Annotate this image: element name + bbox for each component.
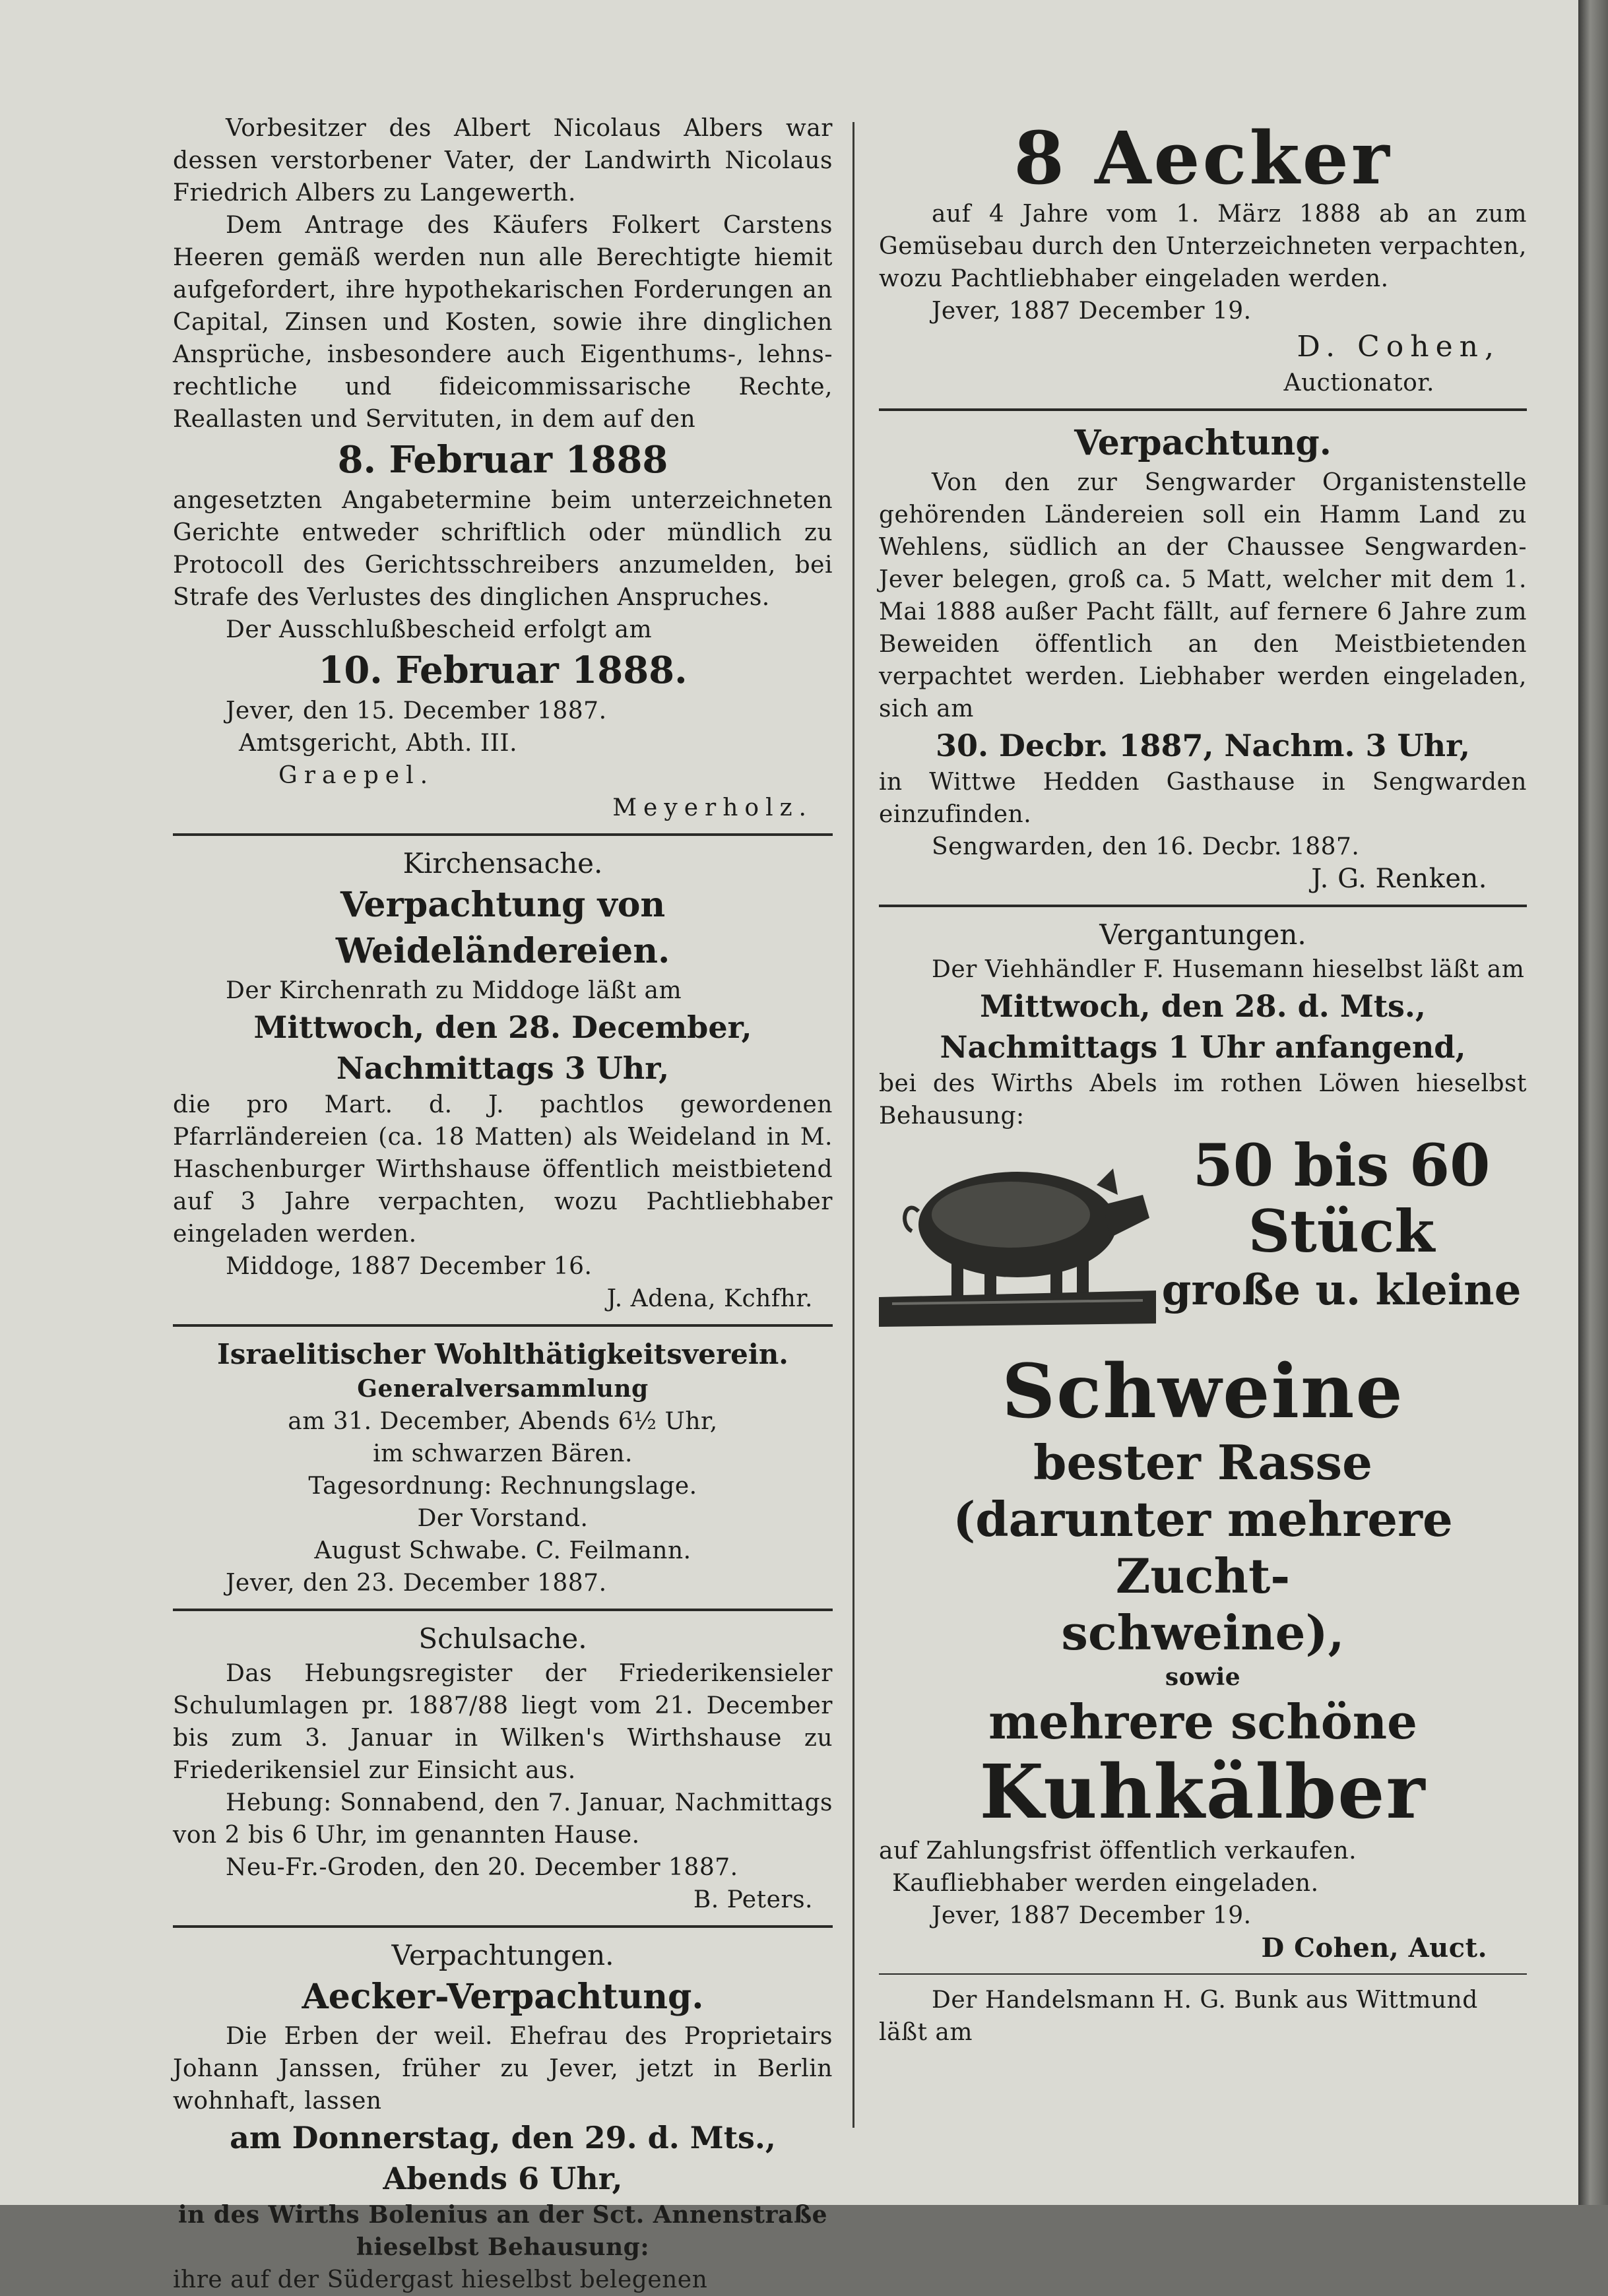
bunk-notice xyxy=(879,1984,1527,2049)
vergant-mehrere: mehrere schöne xyxy=(988,1694,1417,1750)
albers-p4: Der Ausschlußbescheid erfolgt am xyxy=(226,616,653,643)
divider xyxy=(173,1324,833,1327)
verein-where: im schwarzen Bären. xyxy=(373,1440,633,1467)
aecker-p1: Die Erben der weil. Ehefrau des Proprietairs Johann Janssen, früher zu Jever, jetzt in Berlin wohnhaft, lassen xyxy=(173,2023,833,2115)
aecker-time: Abends 6 Uhr, xyxy=(383,2161,623,2196)
vergant-zucht1: (darunter mehrere Zucht- xyxy=(953,1491,1453,1604)
acker8-role: Auctionator. xyxy=(1283,369,1434,397)
schule-heading: Schulsache. xyxy=(418,1622,587,1655)
albers-p1: Vorbesitzer des Albert Nicolaus Albers war dessen verstorbener Vater, der Landwirth Nicolaus Friedrich Albers zu Langewerth. xyxy=(173,115,833,207)
vergant-rasse: bester Rasse xyxy=(1033,1434,1372,1490)
kirche-notice xyxy=(173,845,833,1315)
vergant-notice xyxy=(879,916,1527,1964)
divider xyxy=(879,408,1527,411)
verpachtung-place: Sengwarden, den 16. Decbr. 1887. xyxy=(932,833,1360,860)
albers-court: Amtsgericht, Abth. III. xyxy=(239,730,518,757)
bunk-p2: läßt am xyxy=(879,2019,973,2046)
divider xyxy=(879,1973,1527,1975)
right-column xyxy=(879,115,1527,2049)
verpachtung-when: 30. Decbr. 1887, Nachm. 3 Uhr, xyxy=(936,728,1470,763)
vergant-time: Nachmittags 1 Uhr anfangend, xyxy=(940,1029,1466,1065)
verein-title: Israelitischer Wohlthätigkeitsverein. xyxy=(217,1338,788,1370)
verein-place: Jever, den 23. December 1887. xyxy=(226,1570,607,1597)
vergant-sowie: sowie xyxy=(1165,1663,1241,1691)
aecker-day: am Donnerstag, den 29. d. Mts., xyxy=(230,2120,776,2155)
kirche-intro: Der Kirchenrath zu Middoge läßt am xyxy=(226,977,682,1004)
pig-side-text xyxy=(1156,1132,1527,1317)
kirche-day: Mittwoch, den 28. December, xyxy=(253,1009,752,1045)
vergant-size: große u. kleine xyxy=(1161,1265,1522,1315)
vergant-kuh: Kuhkälber xyxy=(979,1749,1427,1835)
kirche-title: Verpachtung von Weideländereien. xyxy=(335,885,670,971)
albers-clerk: Meyerholz. xyxy=(612,794,813,821)
vergant-day: Mittwoch, den 28. d. Mts., xyxy=(980,988,1426,1024)
left-column xyxy=(173,112,833,2296)
schule-p1: Das Hebungsregister der Friederikensieler Schulumlagen pr. 1887/88 liegt vom 21. December bis zum 3. Januar in Wilken's Wirthshause zu Friederikensiel zur Einsicht aus. xyxy=(173,1660,833,1784)
verpachtung-notice xyxy=(879,420,1527,895)
vergant-where: bei des Wirths Abels im rothen Löwen hieselbst Behausung: xyxy=(879,1070,1527,1130)
vergant-schweine: Schweine xyxy=(1002,1349,1404,1435)
vergant-invite: Kaufliebhaber werden eingeladen. xyxy=(892,1870,1319,1897)
divider xyxy=(173,1609,833,1611)
albers-date1: 8. Februar 1888 xyxy=(337,438,668,482)
column-rule xyxy=(852,122,854,2128)
vergant-count: 50 bis 60 xyxy=(1192,1131,1491,1199)
aecker-title: Aecker-Verpachtung. xyxy=(302,1977,704,2017)
acker8-place: Jever, 1887 December 19. xyxy=(932,298,1252,325)
vergant-title: Vergantungen. xyxy=(1099,918,1306,951)
aecker-heading: Verpachtungen. xyxy=(391,1939,614,1971)
verein-names: August Schwabe. C. Feilmann. xyxy=(314,1537,691,1564)
verein-when: am 31. December, Abends 6½ Uhr, xyxy=(288,1408,718,1435)
acker8-notice xyxy=(879,115,1527,399)
verpachtung-body: Von den zur Sengwarder Organistenstelle gehörenden Ländereien soll ein Hamm Land zu Wehlens, südlich an der Chaussee Sengwarden-Jever belegen, groß ca. 5 Matt, welcher mit dem 1. Mai 1888 außer Pacht fällt, auf fernere 6 Jahre zum Beweiden öffentlich an den Meistbietenden verpachtet werden. Liebhaber werden eingeladen, sich am xyxy=(879,469,1527,722)
verein-agenda: Tagesordnung: Rechnungslage. xyxy=(308,1473,697,1500)
vergant-sign: D Cohen, Auct. xyxy=(1261,1932,1487,1963)
albers-p3: angesetzten Angabetermine beim unterzeichneten Gerichte entweder schriftlich oder mündlich zu Protocoll des Gerichtsschreibers anzumelden, bei Strafe des Verlustes des dinglichen Anspruches. xyxy=(173,487,833,611)
albers-notice xyxy=(173,112,833,824)
verpachtung-where: in Wittwe Hedden Gasthause in Sengwarden einzufinden. xyxy=(879,769,1527,828)
schule-sign: B. Peters. xyxy=(693,1886,813,1913)
albers-date2: 10. Februar 1888. xyxy=(318,649,688,692)
acker8-title: 8 Aecker xyxy=(1013,115,1392,201)
page-edge xyxy=(1578,0,1608,2205)
vergant-place: Jever, 1887 December 19. xyxy=(932,1902,1252,1929)
kirche-heading: Kirchensache. xyxy=(402,847,603,879)
schule-p2: Hebung: Sonnabend, den 7. Januar, Nachmittags von 2 bis 6 Uhr, im genannten Hause. xyxy=(173,1789,833,1849)
kirche-place: Middoge, 1887 December 16. xyxy=(226,1253,593,1280)
verpachtung-sign: J. G. Renken. xyxy=(1311,864,1487,894)
albers-judge: Graepel. xyxy=(278,762,435,789)
pig-block xyxy=(879,1132,1527,1350)
vergant-stueck: Stück xyxy=(1248,1197,1435,1265)
bunk-p1: Der Handelsmann H. G. Bunk aus Wittmund xyxy=(932,1987,1478,2014)
verein-notice xyxy=(173,1336,833,1599)
aecker-last: ihre auf der Südergast hieselbst belegenen xyxy=(173,2266,708,2293)
aecker-place: in des Wirths Bolenius an der Sct. Annenstraße hieselbst Behausung: xyxy=(177,2201,828,2261)
verein-sub: Generalversammlung xyxy=(357,1375,649,1403)
vergant-sale: auf Zahlungsfrist öffentlich verkaufen. xyxy=(879,1837,1357,1865)
vergant-zucht2: schweine), xyxy=(1061,1605,1345,1661)
verpachtung-title: Verpachtung. xyxy=(1074,423,1332,463)
schule-place: Neu-Fr.-Groden, den 20. December 1887. xyxy=(226,1854,738,1881)
aecker-notice xyxy=(173,1937,833,2296)
acker8-body: auf 4 Jahre vom 1. März 1888 ab an zum Gemüsebau durch den Unterzeichneten verpachten, wozu Pachtliebhaber eingeladen werden. xyxy=(879,201,1527,292)
divider xyxy=(879,905,1527,907)
albers-place: Jever, den 15. December 1887. xyxy=(226,697,607,724)
acker8-sign: D. Cohen, xyxy=(1297,330,1500,364)
divider xyxy=(173,833,833,836)
vergant-intro: Der Viehhändler F. Husemann hieselbst läßt am xyxy=(932,956,1525,983)
kirche-sign: J. Adena, Kchfhr. xyxy=(606,1285,813,1312)
pig-illustration xyxy=(879,1132,1156,1330)
divider xyxy=(173,1925,833,1928)
kirche-body: die pro Mart. d. J. pachtlos gewordenen Pfarrländereien (ca. 18 Matten) als Weideland in M. Haschenburger Wirthshause öffentlich meistbietend auf 3 Jahre verpachten, wozu Pachtliebhaber eingeladen werden. xyxy=(173,1091,833,1248)
kirche-time: Nachmittags 3 Uhr, xyxy=(336,1050,670,1086)
schule-notice xyxy=(173,1620,833,1916)
verein-board: Der Vorstand. xyxy=(417,1505,589,1532)
albers-p2: Dem Antrage des Käufers Folkert Carstens Heeren gemäß werden nun alle Berechtigte hiemit aufgefordert, ihre hypothekarischen Forderungen an Capital, Zinsen und Kosten, sowie ihre dinglichen Ansprüche, insbesondere auch Eigenthums-, lehns-rechtliche und fideicommissarische Rechte, Reallasten und Servituten, in dem auf den xyxy=(173,212,833,433)
